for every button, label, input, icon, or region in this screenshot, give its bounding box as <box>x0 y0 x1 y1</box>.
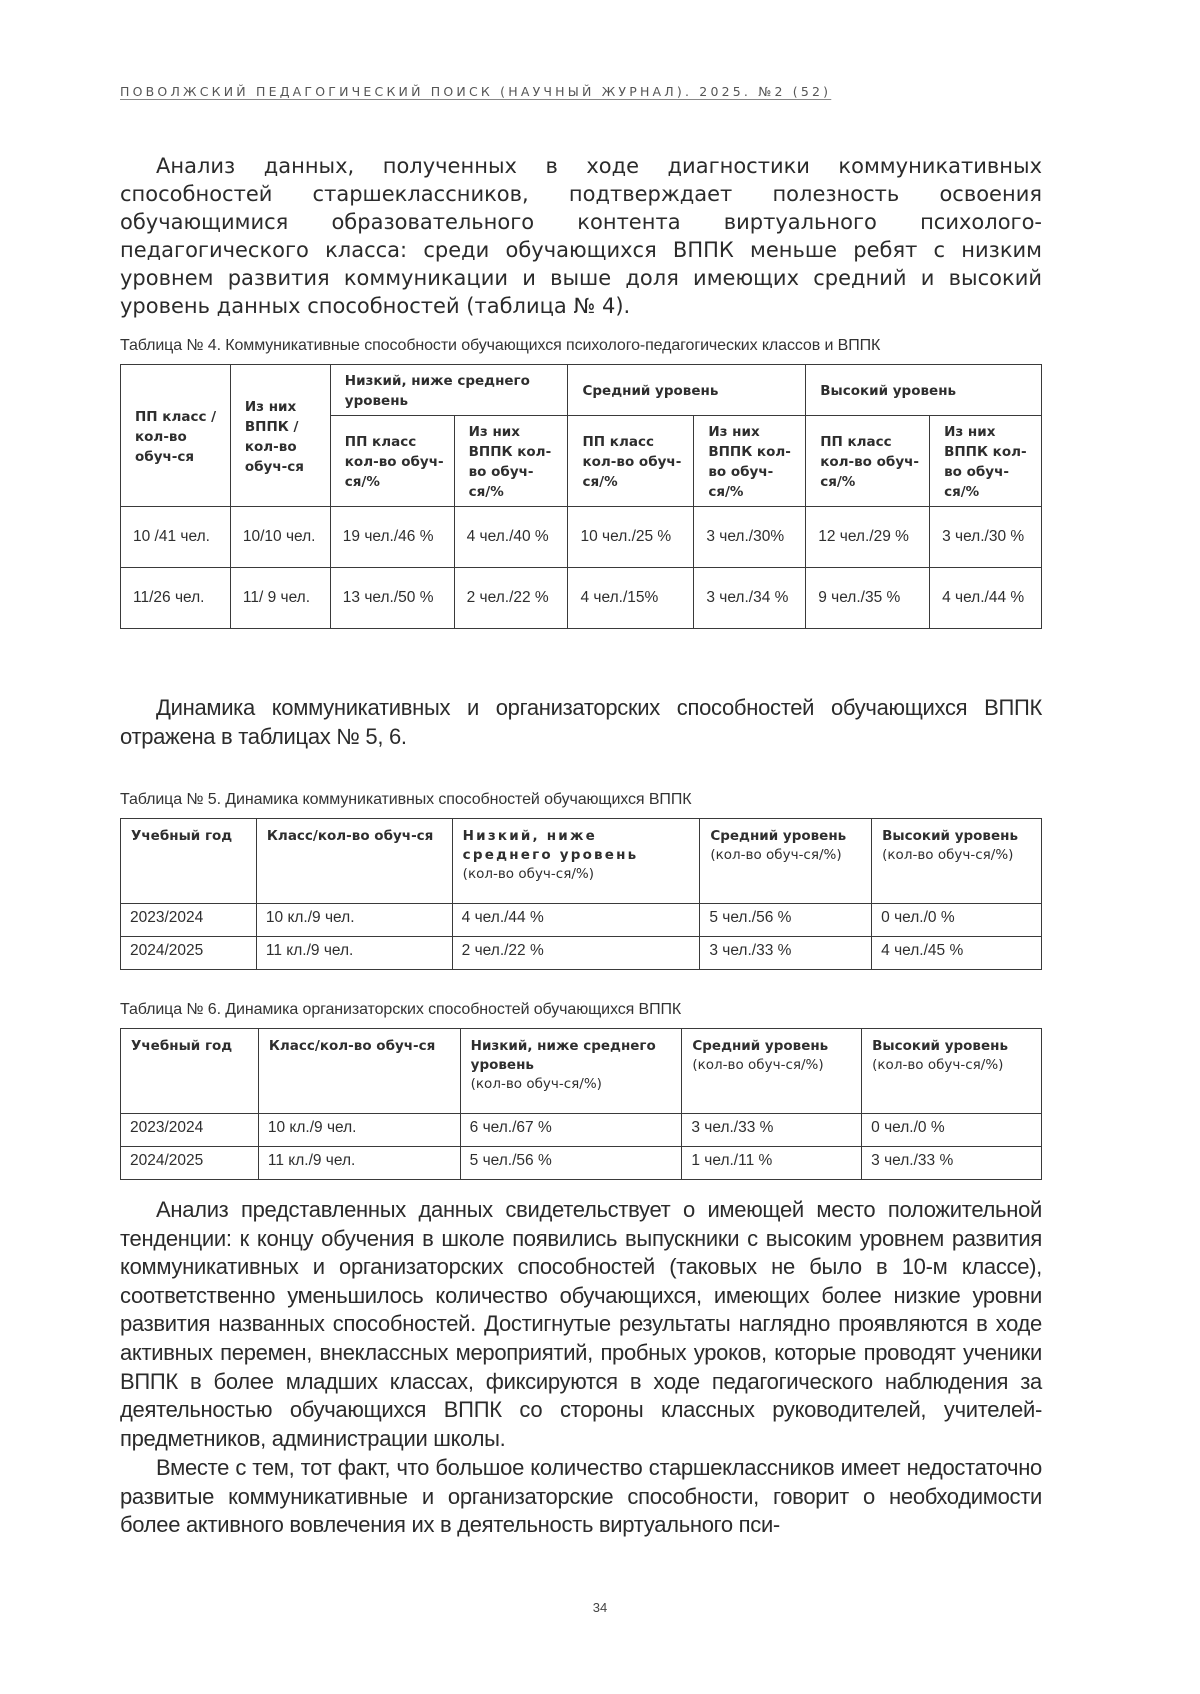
table4-header-group-high: Высокий уровень <box>806 365 1042 416</box>
table4-cell: 9 чел./35 % <box>806 568 930 629</box>
table5-header-year: Учебный год <box>121 819 257 904</box>
table4-row <box>121 568 1042 629</box>
table4-cell: 11/26 чел. <box>121 568 231 629</box>
table6-cell: 10 кл./9 чел. <box>258 1114 460 1147</box>
paragraph-analysis-intro: Анализ данных, полученных в ходе диагностики коммуникативных способностей старшеклассников, подтверждает полезность освоения обучающимися образовательного контента виртуального психолого-педагогического класса: среди обучающихся ВППК меньше ребят с низким уровнем развития коммуникации и выше доля имеющих средний и высокий уровень данных способностей (таблица № 4). <box>120 154 1042 318</box>
table6-cell: 1 чел./11 % <box>682 1147 862 1180</box>
table6-header-high <box>862 1029 1042 1114</box>
table5-header-unit: (кол-во обуч-ся/%) <box>882 847 1014 863</box>
table6-cell: 3 чел./33 % <box>862 1147 1042 1180</box>
table5-cell: 10 кл./9 чел. <box>256 904 452 937</box>
table6-header-year: Учебный год <box>121 1029 259 1114</box>
table6-caption: Таблица № 6. Динамика организаторских способностей обучающихся ВППК <box>120 1001 682 1018</box>
table4-subheader-pp: ПП класс кол-во обуч-ся/% <box>568 416 694 507</box>
table4-header-vppk: Из них ВППК / кол-во обуч-ся <box>230 365 330 507</box>
table6-header-unit: (кол-во обуч-ся/%) <box>470 1076 602 1092</box>
table4-cell: 4 чел./15% <box>568 568 694 629</box>
table5-header-high-label: Высокий уровень <box>882 828 1018 844</box>
table5-header-low-label: Низкий, ниже среднего уровень <box>462 828 639 863</box>
table6-cell: 5 чел./56 % <box>460 1147 682 1180</box>
table5-header-low <box>452 819 700 904</box>
table4-cell: 3 чел./30 % <box>930 507 1042 568</box>
table4-cell: 12 чел./29 % <box>806 507 930 568</box>
table6-header-low-label: Низкий, ниже среднего уровень <box>470 1038 656 1073</box>
table4-subheader-vppk: Из них ВППК кол-во обуч-ся/% <box>694 416 806 507</box>
table4-subheader-vppk: Из них ВППК кол-во обуч-ся/% <box>454 416 568 507</box>
table4-header-group-mid: Средний уровень <box>568 365 806 416</box>
table4-cell: 11/ 9 чел. <box>230 568 330 629</box>
table5-cell: 5 чел./56 % <box>700 904 872 937</box>
table6-cell: 2024/2025 <box>121 1147 259 1180</box>
table4-header-group-low: Низкий, ниже среднего уровень <box>330 365 568 416</box>
table5-cell: 4 чел./45 % <box>872 937 1042 970</box>
table4-cell: 10 чел./25 % <box>568 507 694 568</box>
table4-cell: 13 чел./50 % <box>330 568 454 629</box>
table6-cell: 3 чел./33 % <box>682 1114 862 1147</box>
table6-header-unit: (кол-во обуч-ся/%) <box>872 1057 1004 1073</box>
table4-subheader-vppk: Из них ВППК кол-во обуч-ся/% <box>930 416 1042 507</box>
table5-header-unit: (кол-во обуч-ся/%) <box>462 866 594 882</box>
table4-caption: Таблица № 4. Коммуникативные способности обучающихся психолого-педагогических классов и ВППК <box>120 337 881 354</box>
table5-header-class: Класс/кол-во обуч-ся <box>256 819 452 904</box>
paragraph-dynamics-intro: Динамика коммуникативных и организаторских способностей обучающихся ВППК отражена в таблицах № 5, 6. <box>120 695 1042 749</box>
table4 <box>120 364 1042 629</box>
table4-subheader-pp: ПП класс кол-во обуч-ся/% <box>806 416 930 507</box>
table4-cell: 4 чел./44 % <box>930 568 1042 629</box>
table5-caption: Таблица № 5. Динамика коммуникативных способностей обучающихся ВППК <box>120 791 692 808</box>
table6-cell: 11 кл./9 чел. <box>258 1147 460 1180</box>
table6-header-mid-label: Средний уровень <box>692 1038 829 1054</box>
table4-cell: 19 чел./46 % <box>330 507 454 568</box>
table5 <box>120 818 1042 970</box>
table4-cell: 10 /41 чел. <box>121 507 231 568</box>
table6-header-unit: (кол-во обуч-ся/%) <box>692 1057 824 1073</box>
table4-header-pp-class: ПП класс /кол-во обуч-ся <box>121 365 231 507</box>
table5-cell: 0 чел./0 % <box>872 904 1042 937</box>
paragraph-analysis-conclusion: Анализ представленных данных свидетельствует о имеющей место положительной тенденции: к концу обучения в школе появились выпускники с высоким уровнем развития коммуникативных и организаторских способностей (таковых не было в 10-м классе), соответственно уменьшилось количество обучающихся, имеющих более низкие уровни развития названных способностей. Достигнутые результаты наглядно проявляются в ходе активных перемен, внеклассных мероприятий, пробных уроков, которые проводят ученики ВППК в более младших классах, фиксируются в ходе педагогического наблюдения за деятельностью обучающихся ВППК со стороны классных руководителей, учителей-предметников, администрации школы. <box>120 1197 1042 1451</box>
table6-cell: 2023/2024 <box>121 1114 259 1147</box>
table4-row <box>121 507 1042 568</box>
table6-cell: 0 чел./0 % <box>862 1114 1042 1147</box>
table4-cell: 2 чел./22 % <box>454 568 568 629</box>
table5-header-mid-label: Средний уровень <box>710 828 847 844</box>
table4-cell: 3 чел./30% <box>694 507 806 568</box>
table6-header-mid <box>682 1029 862 1114</box>
table6-row <box>121 1114 1042 1147</box>
table5-cell: 2023/2024 <box>121 904 257 937</box>
table4-subheader-pp: ПП класс кол-во обуч-ся/% <box>330 416 454 507</box>
table5-row <box>121 904 1042 937</box>
table6 <box>120 1028 1042 1180</box>
table5-cell: 3 чел./33 % <box>700 937 872 970</box>
table6-cell: 6 чел./67 % <box>460 1114 682 1147</box>
page-number: 34 <box>592 1600 608 1615</box>
table5-cell: 4 чел./44 % <box>452 904 700 937</box>
table5-cell: 11 кл./9 чел. <box>256 937 452 970</box>
table6-row <box>121 1147 1042 1180</box>
table4-cell: 3 чел./34 % <box>694 568 806 629</box>
table5-header-unit: (кол-во обуч-ся/%) <box>710 847 842 863</box>
table6-header-class: Класс/кол-во обуч-ся <box>258 1029 460 1114</box>
paragraph-further-work: Вместе с тем, тот факт, что большое количество старшеклассников имеет недостаточно развитые коммуникативные и организаторские способности, говорит о необходимости более активного вовлечения их в деятельность виртуального пси- <box>120 1455 1042 1538</box>
table5-cell: 2024/2025 <box>121 937 257 970</box>
table4-cell: 10/10 чел. <box>230 507 330 568</box>
table5-row <box>121 937 1042 970</box>
table5-cell: 2 чел./22 % <box>452 937 700 970</box>
table4-cell: 4 чел./40 % <box>454 507 568 568</box>
table6-header-low <box>460 1029 682 1114</box>
table6-header-high-label: Высокий уровень <box>872 1038 1008 1054</box>
table5-header-mid <box>700 819 872 904</box>
running-head: ПОВОЛЖСКИЙ ПЕДАГОГИЧЕСКИЙ ПОИСК (НАУЧНЫЙ ЖУРНАЛ). 2025. №2 (52) <box>120 84 832 99</box>
table5-header-high <box>872 819 1042 904</box>
